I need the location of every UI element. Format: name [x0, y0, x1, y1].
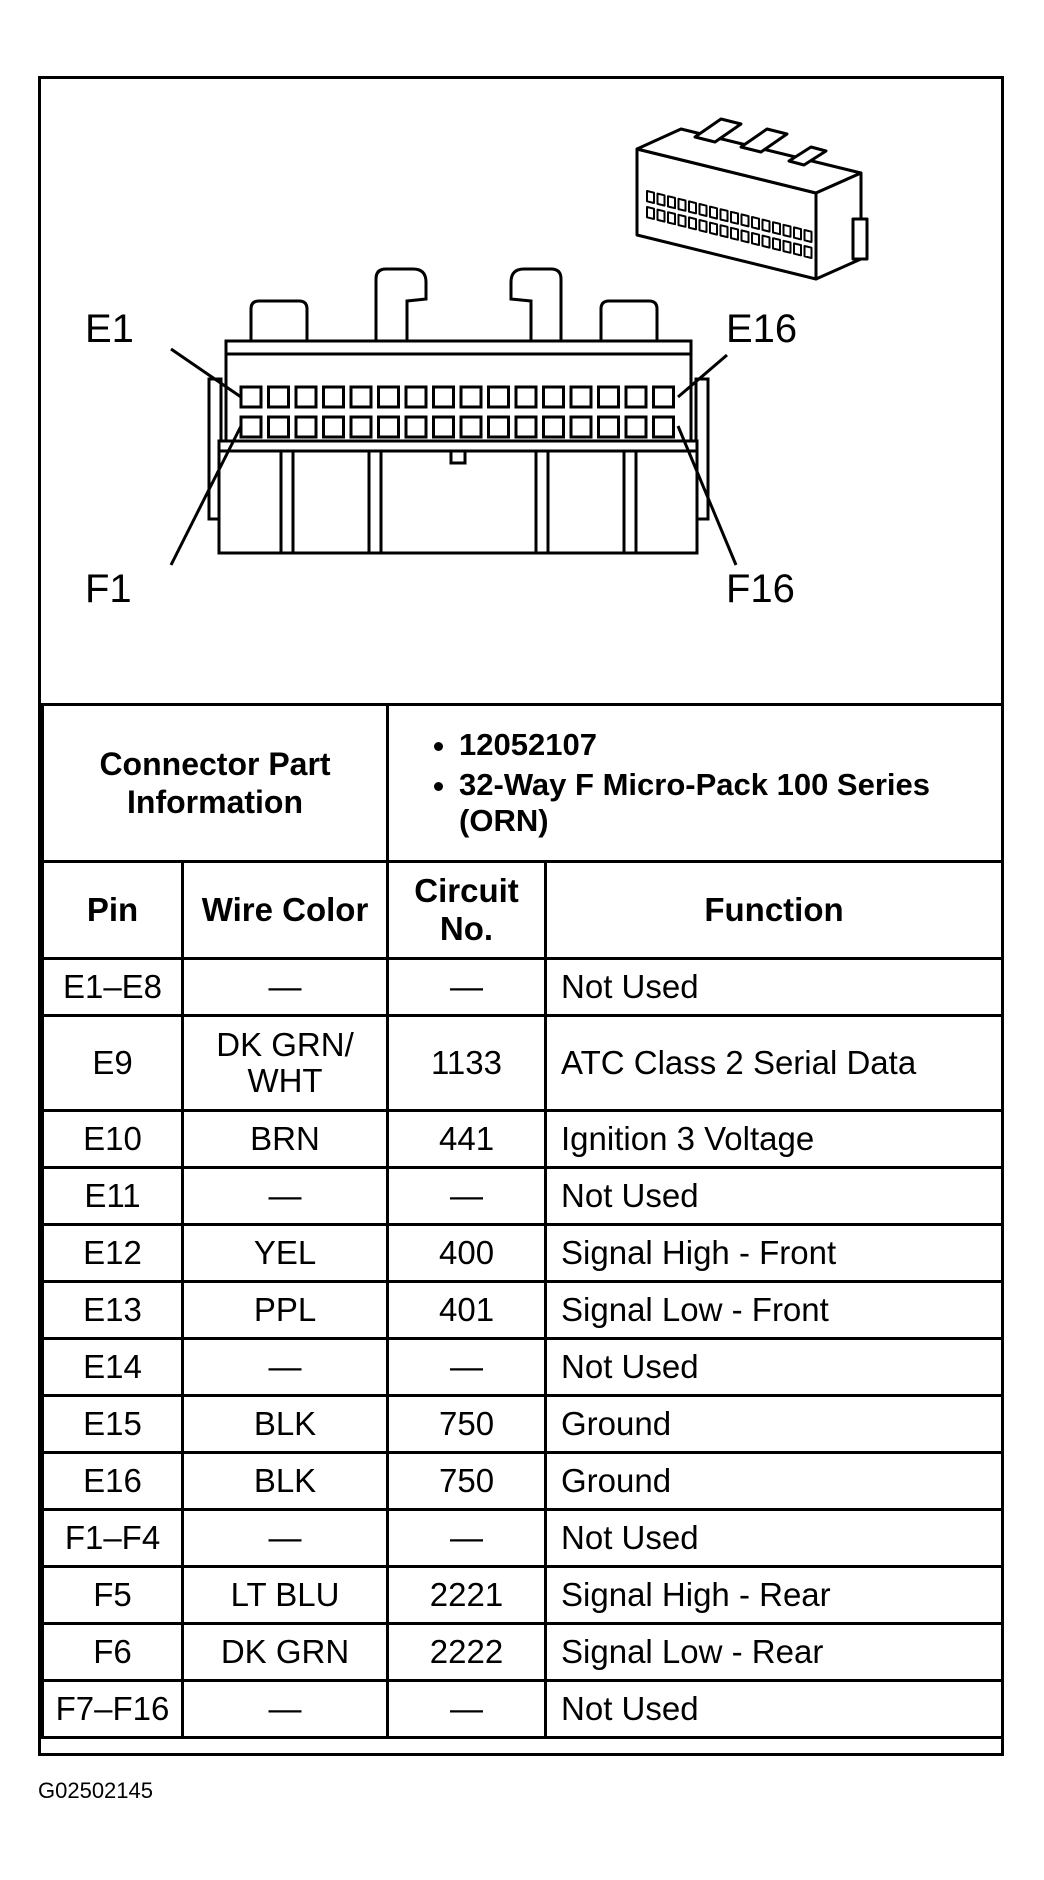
- iso-cavity: [647, 207, 654, 219]
- cavity-e3: [296, 387, 316, 407]
- cavity-e8: [434, 387, 454, 407]
- cell-circuit-no: —: [388, 1168, 546, 1225]
- table-row: [43, 959, 1003, 1016]
- iso-cavity: [710, 207, 717, 219]
- iso-cavity: [700, 220, 707, 232]
- cell-pin: E12: [43, 1225, 183, 1282]
- table-row: [43, 1111, 1003, 1168]
- cell-pin: E15: [43, 1396, 183, 1453]
- iso-cavity: [668, 196, 675, 208]
- iso-cavity: [805, 230, 812, 242]
- table-row: [43, 1681, 1003, 1738]
- cavity-f16: [654, 417, 674, 437]
- table-header-row: [43, 862, 1003, 959]
- header-circuit-no: Circuit No.: [388, 862, 546, 959]
- cavity-f13: [571, 417, 591, 437]
- cell-circuit-no: —: [388, 959, 546, 1016]
- cavity-f9: [461, 417, 481, 437]
- iso-cavity: [794, 243, 801, 255]
- cell-circuit-no: 750: [388, 1453, 546, 1510]
- cell-circuit-no: —: [388, 1339, 546, 1396]
- cavity-e5: [351, 387, 371, 407]
- table-row: [43, 1567, 1003, 1624]
- iso-cavity: [752, 233, 759, 245]
- iso-cavity: [742, 230, 749, 242]
- cavity-f7: [406, 417, 426, 437]
- cell-wire-color: BRN: [183, 1111, 388, 1168]
- connector-description: • 32-Way F Micro-Pack 100 Series (ORN): [459, 767, 995, 839]
- cell-function: Not Used: [546, 1510, 1003, 1567]
- table-row: [43, 1510, 1003, 1567]
- iso-cavity: [742, 214, 749, 226]
- connector-part-number: • 12052107: [459, 727, 995, 763]
- pinout-table: [41, 703, 1004, 1739]
- table-row: [43, 1396, 1003, 1453]
- cell-circuit-no: 1133: [388, 1016, 546, 1111]
- cavity-f3: [296, 417, 316, 437]
- header-pin: Pin: [43, 862, 183, 959]
- cavity-e10: [489, 387, 509, 407]
- cell-wire-color: —: [183, 1681, 388, 1738]
- figure-reference-id: G02502145: [38, 1778, 153, 1803]
- cavity-f4: [324, 417, 344, 437]
- cell-wire-color: —: [183, 1510, 388, 1567]
- cell-function: Ignition 3 Voltage: [546, 1111, 1003, 1168]
- cell-circuit-no: 2221: [388, 1567, 546, 1624]
- cell-wire-color: —: [183, 959, 388, 1016]
- cell-wire-color: LT BLU: [183, 1567, 388, 1624]
- cell-wire-color: DK GRN/ WHT: [183, 1016, 388, 1111]
- table-row: [43, 1282, 1003, 1339]
- cavity-e15: [626, 387, 646, 407]
- iso-cavity: [731, 212, 738, 224]
- cavity-f14: [599, 417, 619, 437]
- cell-wire-color: —: [183, 1339, 388, 1396]
- connector-front-view: [209, 269, 708, 553]
- cavity-f1: [241, 417, 261, 437]
- table-row: [43, 1225, 1003, 1282]
- cell-pin: F7–F16: [43, 1681, 183, 1738]
- connector-3d-view: [637, 119, 867, 279]
- iso-cavity: [710, 223, 717, 235]
- cavity-e16: [654, 387, 674, 407]
- iso-cavity: [700, 204, 707, 216]
- iso-cavity: [763, 236, 770, 248]
- cavity-e13: [571, 387, 591, 407]
- cell-circuit-no: 2222: [388, 1624, 546, 1681]
- iso-cavity: [689, 201, 696, 213]
- cavity-f10: [489, 417, 509, 437]
- label-f1: F1: [85, 567, 132, 611]
- iso-cavity: [805, 246, 812, 258]
- header-wire-color: Wire Color: [183, 862, 388, 959]
- connector-info-items: [388, 705, 1003, 862]
- cavity-f11: [516, 417, 536, 437]
- connector-figure: [38, 76, 1004, 1756]
- cavity-e12: [544, 387, 564, 407]
- cell-pin: E11: [43, 1168, 183, 1225]
- cell-pin: E9: [43, 1016, 183, 1111]
- cavity-f15: [626, 417, 646, 437]
- connector-info-row: [43, 705, 1003, 862]
- iso-cavity: [784, 241, 791, 253]
- iso-cavity: [647, 191, 654, 203]
- cavity-e7: [406, 387, 426, 407]
- table-row: [43, 1339, 1003, 1396]
- connector-diagram: [41, 79, 1001, 703]
- cell-wire-color: YEL: [183, 1225, 388, 1282]
- cell-function: Not Used: [546, 1681, 1003, 1738]
- cell-pin: E1–E8: [43, 959, 183, 1016]
- cavity-e9: [461, 387, 481, 407]
- cell-function: Ground: [546, 1453, 1003, 1510]
- cell-wire-color: BLK: [183, 1396, 388, 1453]
- cell-circuit-no: 400: [388, 1225, 546, 1282]
- cell-circuit-no: —: [388, 1510, 546, 1567]
- cavity-f2: [269, 417, 289, 437]
- iso-cavity: [679, 199, 686, 211]
- cell-wire-color: BLK: [183, 1453, 388, 1510]
- connector-info-label: Connector Part Information: [43, 705, 388, 862]
- iso-cavity: [784, 225, 791, 237]
- cavity-f12: [544, 417, 564, 437]
- cavity-e1: [241, 387, 261, 407]
- iso-cavity: [668, 212, 675, 224]
- cavity-e4: [324, 387, 344, 407]
- cell-function: Not Used: [546, 1339, 1003, 1396]
- pin-rows: [43, 959, 1003, 1738]
- table-row: [43, 1624, 1003, 1681]
- cell-pin: E13: [43, 1282, 183, 1339]
- cavity-e6: [379, 387, 399, 407]
- cell-function: ATC Class 2 Serial Data: [546, 1016, 1003, 1111]
- cavity-e14: [599, 387, 619, 407]
- cell-circuit-no: —: [388, 1681, 546, 1738]
- header-function: Function: [546, 862, 1003, 959]
- cell-pin: E10: [43, 1111, 183, 1168]
- iso-cavity: [658, 210, 665, 222]
- cell-function: Not Used: [546, 1168, 1003, 1225]
- table-row: [43, 1016, 1003, 1111]
- cell-function: Signal High - Front: [546, 1225, 1003, 1282]
- cell-circuit-no: 750: [388, 1396, 546, 1453]
- cell-pin: F1–F4: [43, 1510, 183, 1567]
- iso-cavity: [721, 209, 728, 221]
- label-e16: E16: [726, 307, 798, 351]
- iso-cavity: [679, 215, 686, 227]
- table-row: [43, 1168, 1003, 1225]
- cell-function: Signal Low - Rear: [546, 1624, 1003, 1681]
- label-e1: E1: [85, 307, 134, 351]
- cell-wire-color: —: [183, 1168, 388, 1225]
- iso-cavity: [658, 194, 665, 206]
- cell-circuit-no: 401: [388, 1282, 546, 1339]
- cavity-e11: [516, 387, 536, 407]
- cell-wire-color: DK GRN: [183, 1624, 388, 1681]
- table-row: [43, 1453, 1003, 1510]
- cavity-f8: [434, 417, 454, 437]
- cell-circuit-no: 441: [388, 1111, 546, 1168]
- cell-pin: E14: [43, 1339, 183, 1396]
- iso-cavity: [752, 217, 759, 229]
- iso-cavity: [731, 228, 738, 240]
- cell-pin: E16: [43, 1453, 183, 1510]
- cavity-f6: [379, 417, 399, 437]
- iso-cavity: [763, 220, 770, 232]
- label-f16: F16: [726, 567, 795, 611]
- cell-function: Not Used: [546, 959, 1003, 1016]
- cell-pin: F6: [43, 1624, 183, 1681]
- iso-cavity: [721, 225, 728, 237]
- iso-cavity: [773, 238, 780, 250]
- cell-function: Signal High - Rear: [546, 1567, 1003, 1624]
- iso-cavity: [773, 222, 780, 234]
- cavity-e2: [269, 387, 289, 407]
- cell-wire-color: PPL: [183, 1282, 388, 1339]
- cell-function: Ground: [546, 1396, 1003, 1453]
- cell-pin: F5: [43, 1567, 183, 1624]
- cavity-f5: [351, 417, 371, 437]
- iso-cavity: [689, 217, 696, 229]
- iso-cavity: [794, 227, 801, 239]
- cell-function: Signal Low - Front: [546, 1282, 1003, 1339]
